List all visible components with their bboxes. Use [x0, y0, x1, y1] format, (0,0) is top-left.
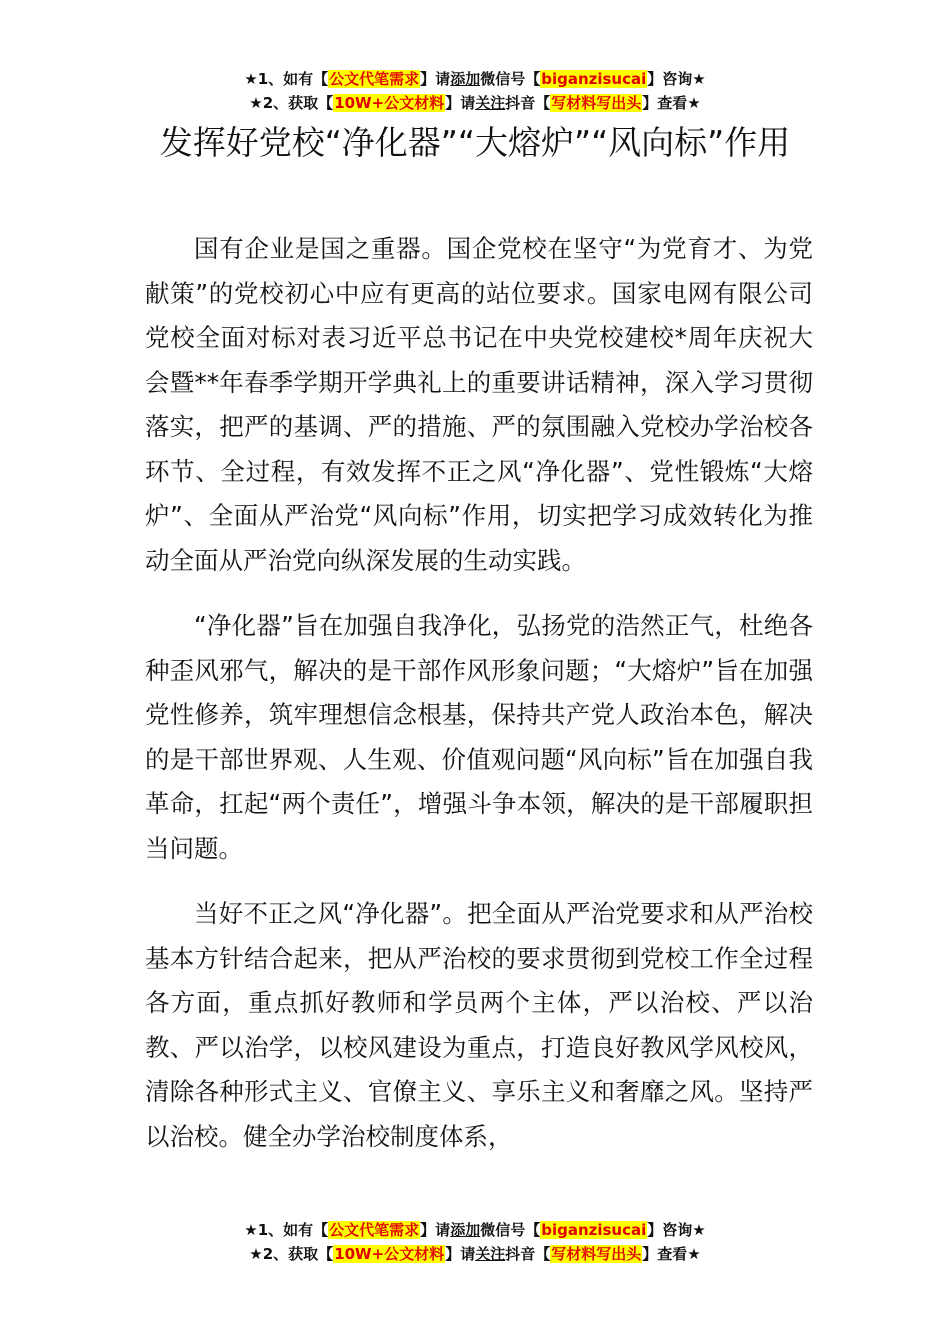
promo-underlined: 添加 — [450, 70, 481, 88]
promo-line-2 — [0, 91, 950, 115]
promo-text: 抖音【 — [505, 94, 551, 112]
wechat-id: biganzisucai — [541, 1221, 647, 1239]
promo-text: 】请 — [445, 1245, 476, 1263]
header-promo-banner — [0, 67, 950, 115]
document-body — [145, 227, 813, 1180]
douyin-account: 写材料写出头 — [551, 94, 642, 112]
promo-text: 】请 — [420, 70, 451, 88]
promo-text: 抖音【 — [505, 1245, 551, 1263]
promo-text: ★1、如有【 — [244, 1221, 329, 1239]
promo-text: 】咨询★ — [647, 70, 706, 88]
promo-line-1 — [0, 1218, 950, 1242]
promo-text: 微信号【 — [480, 1221, 541, 1239]
promo-text: 】咨询★ — [647, 1221, 706, 1239]
promo-text: 】查看★ — [642, 1245, 701, 1263]
promo-text: ★2、获取【 — [249, 94, 334, 112]
promo-highlight: 公文代笔需求 — [329, 1221, 420, 1239]
promo-highlight: 10W+公文材料 — [334, 1245, 445, 1263]
promo-text: 】请 — [420, 1221, 451, 1239]
promo-text: ★1、如有【 — [244, 70, 329, 88]
douyin-account: 写材料写出头 — [551, 1245, 642, 1263]
paragraph-1: 国有企业是国之重器。国企党校在坚守“为党育才、为党献策”的党校初心中应有更高的站位要求。国家电网有限公司党校全面对标对表习近平总书记在中央党校建校*周年庆祝大会暨**年春季学期开学典礼上的重要讲话精神，深入学习贯彻落实，把严的基调、严的措施、严的氛围融入党校办学治校各环节、全过程，有效发挥不正之风“净化器”、党性锻炼“大熔炉”、全面从严治党“风向标”作用，切实把学习成效转化为推动全面从严治党向纵深发展的生动实践。 — [145, 234, 813, 575]
promo-underlined: 关注 — [475, 94, 506, 112]
paragraph-2: “净化器”旨在加强自我净化，弘扬党的浩然正气，杜绝各种歪风邪气，解决的是干部作风形象问题；“大熔炉”旨在加强党性修养，筑牢理想信念根基，保持共产党人政治本色，解决的是干部世界观、人生观、价值观问题“风向标”旨在加强自我革命，扛起“两个责任”，增强斗争本领，解决的是干部履职担当问题。 — [145, 611, 813, 863]
promo-underlined: 添加 — [450, 1221, 481, 1239]
document-title: 发挥好党校“净化器”“大熔炉”“风向标”作用 — [159, 123, 791, 162]
promo-text: 】查看★ — [642, 94, 701, 112]
paragraph-3: 当好不正之风“净化器”。把全面从严治党要求和从严治校基本方针结合起来，把从严治校的要求贯彻到党校工作全过程各方面，重点抓好教师和学员两个主体，严以治校、严以治教、严以治学，以校风建设为重点，打造良好教风学风校风，清除各种形式主义、官僚主义、享乐主义和奢靡之风。坚持严以治校。健全办学治校制度体系， — [145, 899, 813, 1151]
footer-promo-banner — [0, 1218, 950, 1266]
promo-highlight: 10W+公文材料 — [334, 94, 445, 112]
wechat-id: biganzisucai — [541, 70, 647, 88]
promo-underlined: 关注 — [475, 1245, 506, 1263]
promo-line-1 — [0, 67, 950, 91]
promo-text: ★2、获取【 — [249, 1245, 334, 1263]
promo-text: 微信号【 — [480, 70, 541, 88]
promo-highlight: 公文代笔需求 — [329, 70, 420, 88]
promo-line-2 — [0, 1242, 950, 1266]
promo-text: 】请 — [445, 94, 476, 112]
